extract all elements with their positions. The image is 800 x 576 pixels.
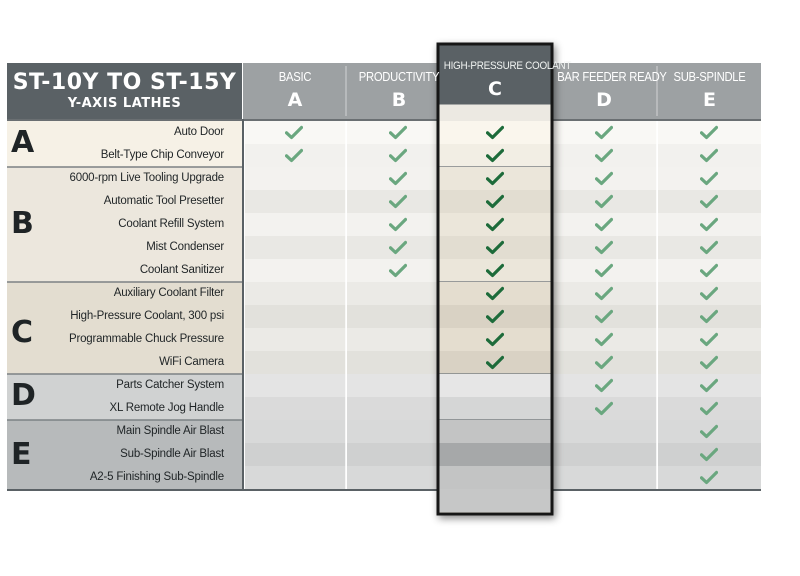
grid-cell (245, 305, 346, 328)
group-letter-c: C (11, 315, 34, 350)
package-name-a: BASIC (278, 70, 312, 84)
grid-cell (347, 374, 451, 397)
feature-label: Coolant Sanitizer (139, 264, 224, 276)
check-icon (595, 378, 613, 393)
grid-cell (347, 466, 451, 489)
check-icon (486, 217, 504, 232)
grid-cell (245, 213, 346, 236)
feature-label: WiFi Camera (159, 356, 224, 368)
grid-cell (347, 420, 451, 443)
package-name-b: PRODUCTIVITY (358, 70, 440, 84)
check-icon (700, 355, 718, 370)
check-icon (595, 309, 613, 324)
group-letter-b: B (11, 206, 34, 241)
grid-cell (440, 374, 551, 397)
grid-cell (347, 328, 451, 351)
check-icon (700, 332, 718, 347)
grid-cell (347, 305, 451, 328)
package-letter-c: C (488, 78, 502, 100)
check-icon (285, 148, 303, 163)
check-icon (486, 125, 504, 140)
package-letter-b: B (391, 89, 407, 111)
check-icon (700, 263, 718, 278)
check-icon (700, 470, 718, 485)
feature-label: Auxiliary Coolant Filter (113, 287, 224, 299)
check-icon (486, 240, 504, 255)
check-icon (700, 194, 718, 209)
check-icon (700, 424, 718, 439)
check-icon (389, 148, 407, 163)
group-letter-d: D (11, 378, 36, 413)
package-name-e: SUB-SPINDLE (673, 70, 746, 84)
feature-label: Programmable Chuck Pressure (68, 333, 224, 345)
grid-cell (245, 374, 346, 397)
check-icon (700, 217, 718, 232)
check-icon (389, 217, 407, 232)
feature-label: A2-5 Finishing Sub-Spindle (89, 471, 224, 483)
package-letter-e: E (703, 89, 716, 111)
check-icon (700, 401, 718, 416)
check-icon (595, 148, 613, 163)
grid-cell (347, 351, 451, 374)
check-icon (700, 309, 718, 324)
group-letter-a: A (11, 125, 35, 160)
feature-label: Sub-Spindle Air Blast (120, 448, 224, 460)
package-name-d: BAR FEEDER READY (557, 70, 667, 84)
check-icon (595, 194, 613, 209)
package-letter-d: D (596, 89, 612, 111)
feature-label: Parts Catcher System (116, 379, 224, 391)
check-icon (486, 355, 504, 370)
grid-cell (347, 443, 451, 466)
feature-label: XL Remote Jog Handle (109, 402, 224, 414)
package-name-c: HIGH-PRESSURE COOLANT (443, 60, 572, 72)
check-icon (389, 171, 407, 186)
grid-cell (440, 466, 551, 489)
grid-cell (440, 443, 551, 466)
check-icon (595, 355, 613, 370)
grid-cell (245, 397, 346, 420)
check-icon (595, 171, 613, 186)
feature-label: 6000-rpm Live Tooling Upgrade (69, 172, 224, 184)
grid-cell (245, 351, 346, 374)
feature-label: Main Spindle Air Blast (116, 425, 224, 437)
check-icon (389, 263, 407, 278)
check-icon (700, 286, 718, 301)
grid-cell (552, 420, 657, 443)
check-icon (285, 125, 303, 140)
check-icon (389, 194, 407, 209)
feature-label: Mist Condenser (146, 241, 224, 253)
check-icon (700, 447, 718, 462)
grid-cell (245, 167, 346, 190)
check-icon (595, 401, 613, 416)
check-icon (595, 263, 613, 278)
check-icon (700, 240, 718, 255)
check-icon (389, 125, 407, 140)
check-icon (595, 286, 613, 301)
grid-cell (245, 420, 346, 443)
grid-cell (552, 466, 657, 489)
grid-cell (245, 259, 346, 282)
grid-cell (245, 236, 346, 259)
title-line-1: ST-10Y TO ST-15Y (12, 70, 237, 95)
chart-title-block (7, 63, 242, 119)
check-icon (486, 332, 504, 347)
feature-label: Automatic Tool Presetter (103, 195, 224, 207)
check-icon (389, 240, 407, 255)
check-icon (595, 240, 613, 255)
check-icon (700, 171, 718, 186)
grid-cell (245, 443, 346, 466)
check-icon (486, 194, 504, 209)
grid-cell (440, 397, 551, 420)
check-icon (486, 309, 504, 324)
feature-label: Auto Door (174, 126, 224, 138)
check-icon (486, 148, 504, 163)
check-icon (595, 125, 613, 140)
check-icon (486, 171, 504, 186)
check-icon (700, 378, 718, 393)
title-line-2: Y-AXIS LATHES (67, 96, 182, 111)
grid-cell (552, 443, 657, 466)
grid-cell (245, 466, 346, 489)
grid-cell (347, 397, 451, 420)
grid-cell (440, 420, 551, 443)
grid-cell (245, 328, 346, 351)
check-icon (700, 148, 718, 163)
feature-label: Coolant Refill System (118, 218, 224, 230)
check-icon (700, 125, 718, 140)
package-letter-a: A (287, 89, 303, 111)
feature-label: High-Pressure Coolant, 300 psi (70, 310, 224, 322)
grid-cell (245, 282, 346, 305)
check-icon (595, 217, 613, 232)
grid-cell (245, 190, 346, 213)
check-icon (486, 263, 504, 278)
group-letter-e: E (11, 437, 32, 472)
check-icon (595, 332, 613, 347)
grid-cell (347, 282, 451, 305)
check-icon (486, 286, 504, 301)
feature-label: Belt-Type Chip Conveyor (100, 149, 224, 161)
